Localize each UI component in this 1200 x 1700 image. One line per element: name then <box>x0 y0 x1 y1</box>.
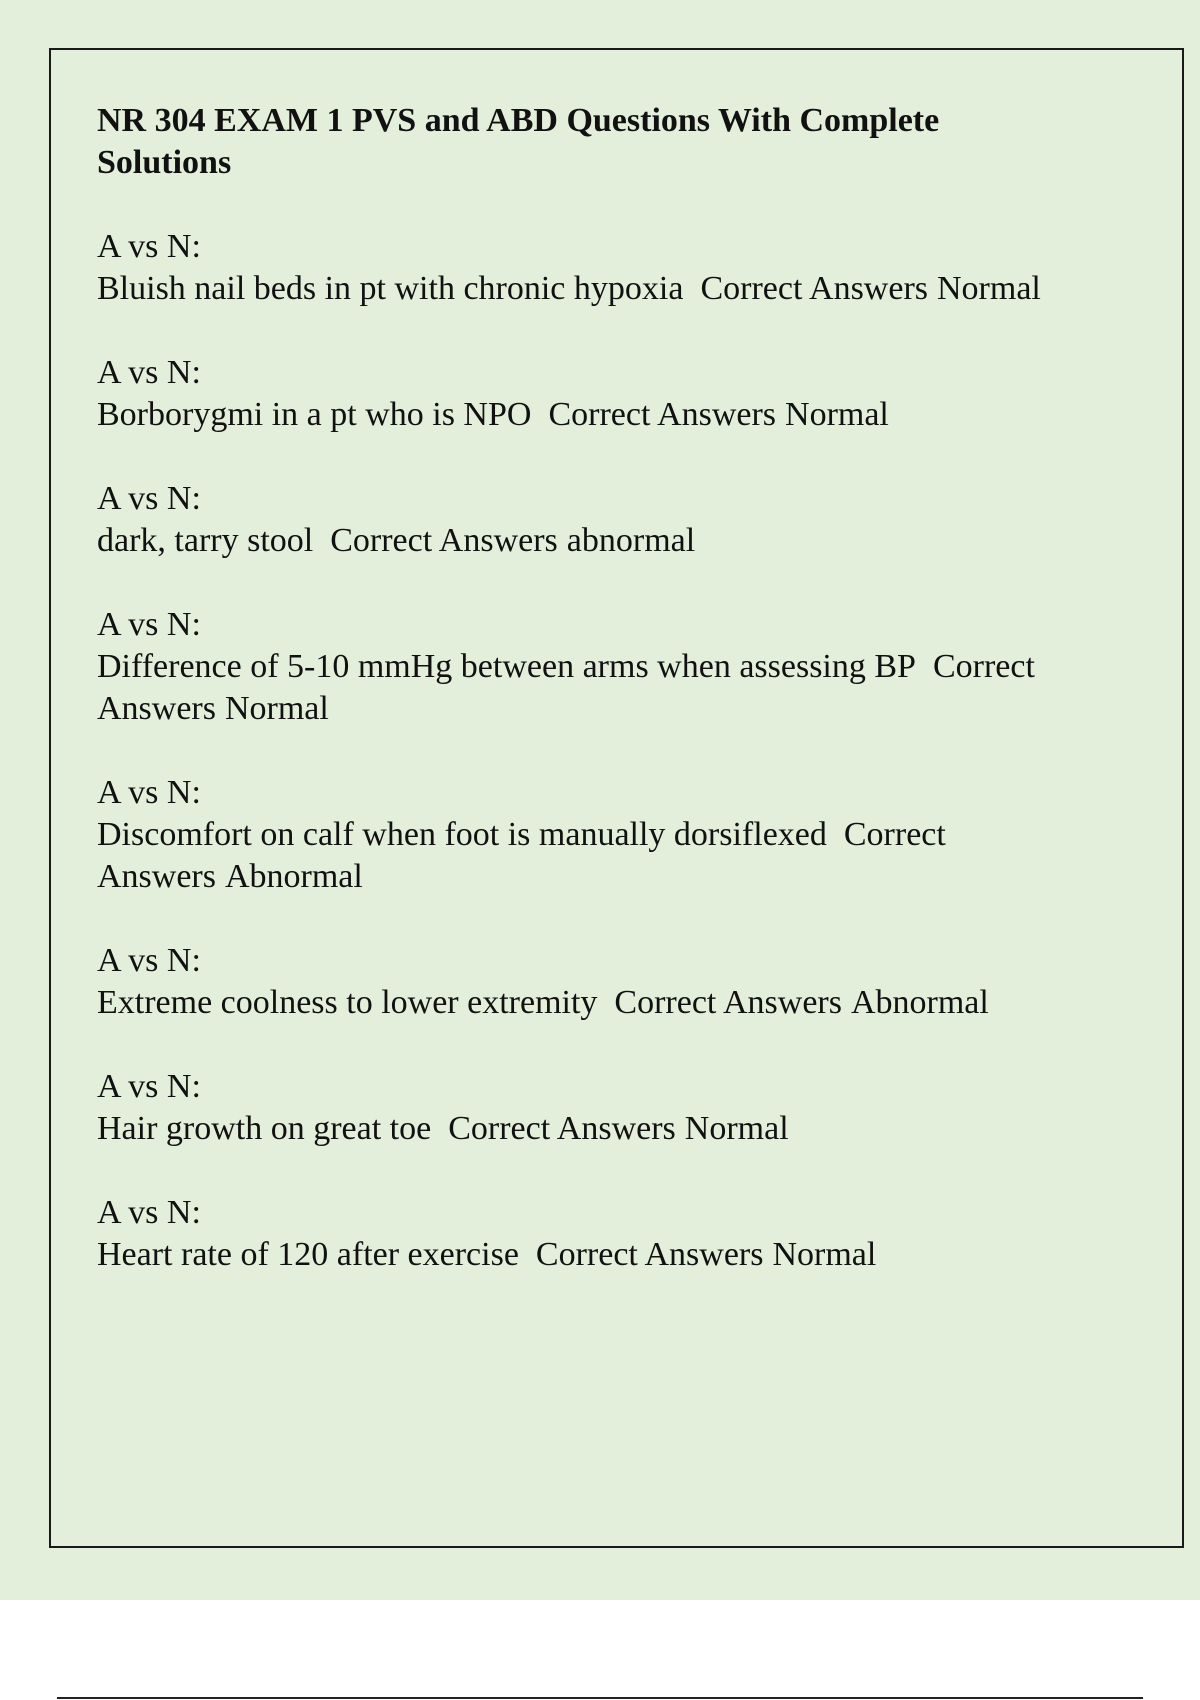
qa-separator: Correct Answers <box>614 984 842 1021</box>
qa-answer: Abnormal <box>224 858 363 895</box>
qa-prefix: A vs N: <box>97 480 201 517</box>
qa-separator: Correct Answers <box>97 816 946 895</box>
qa-answer: Normal <box>937 270 1041 307</box>
qa-question: Borborygmi in a pt who is NPO <box>97 396 532 433</box>
footer-divider <box>57 1697 1143 1699</box>
qa-answer: abnormal <box>566 522 696 559</box>
qa-answer: Abnormal <box>850 984 989 1021</box>
qa-item <box>97 478 1057 562</box>
qa-item <box>97 226 1057 310</box>
qa-prefix: A vs N: <box>97 942 201 979</box>
qa-item <box>97 1066 1057 1150</box>
qa-separator: Correct Answers <box>330 522 558 559</box>
document-title: NR 304 EXAM 1 PVS and ABD Questions With Complete Solutions <box>97 102 940 181</box>
qa-item <box>97 940 1057 1024</box>
qa-question: Extreme coolness to lower extremity <box>97 984 598 1021</box>
qa-separator: Correct Answers <box>535 1236 764 1273</box>
qa-prefix: A vs N: <box>97 1068 201 1105</box>
qa-question: Discomfort on calf when foot is manually dorsiflexed <box>97 816 827 853</box>
qa-item <box>97 352 1057 436</box>
qa-prefix: A vs N: <box>97 606 201 643</box>
qa-prefix: A vs N: <box>97 354 201 391</box>
qa-answer: Normal <box>684 1110 789 1147</box>
qa-answer: Normal <box>772 1236 877 1273</box>
qa-item <box>97 1192 1057 1276</box>
qa-question: dark, tarry stool <box>97 522 314 559</box>
qa-question: Heart rate of 120 after exercise <box>97 1236 519 1273</box>
qa-separator: Correct Answers <box>448 1110 676 1147</box>
qa-question: Difference of 5-10 mmHg between arms when assessing BP <box>97 648 916 685</box>
qa-separator: Correct Answers <box>97 648 1035 727</box>
document-content <box>97 100 1057 1318</box>
qa-separator: Correct Answers <box>548 396 777 433</box>
qa-answer: Normal <box>224 690 329 727</box>
qa-prefix: A vs N: <box>97 1194 201 1231</box>
qa-prefix: A vs N: <box>97 774 201 811</box>
qa-separator: Correct Answers <box>700 270 928 307</box>
qa-question: Hair growth on great toe <box>97 1110 432 1147</box>
qa-answer: Normal <box>785 396 889 433</box>
qa-question: Bluish nail beds in pt with chronic hypoxia <box>97 270 684 307</box>
qa-item <box>97 772 1057 898</box>
qa-prefix: A vs N: <box>97 228 201 265</box>
qa-item <box>97 604 1057 730</box>
